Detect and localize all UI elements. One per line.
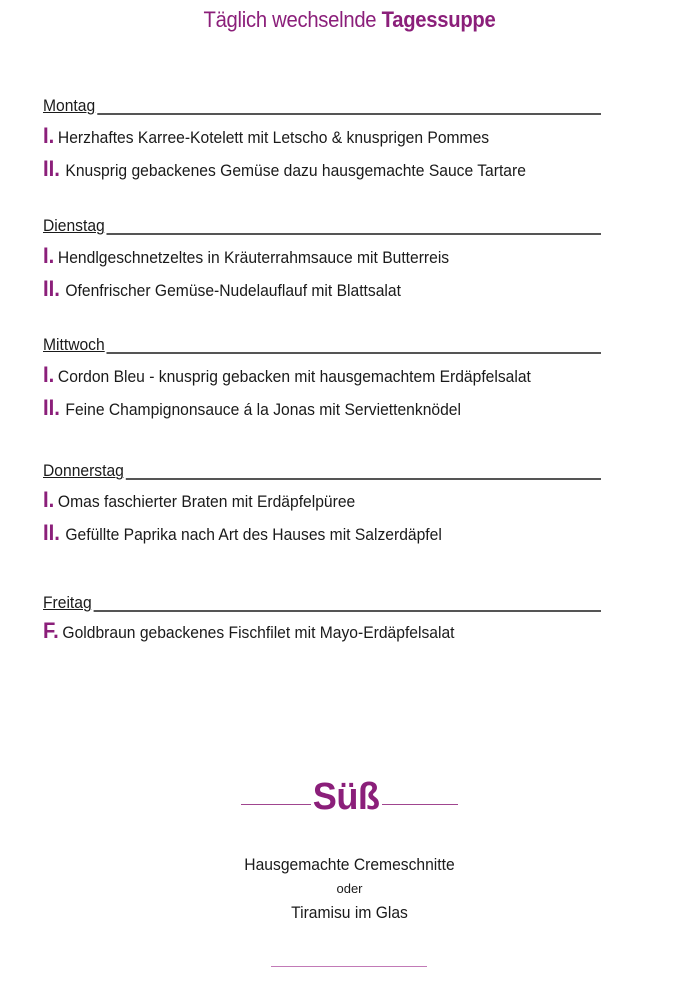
- item-marker: II.: [43, 395, 60, 420]
- menu-item: [43, 516, 556, 549]
- decorative-underline: [382, 804, 458, 805]
- day-header-rule: [43, 590, 601, 612]
- dessert-heading: [0, 776, 699, 819]
- dessert-separator: oder: [336, 881, 363, 896]
- day-header-rule: [43, 93, 601, 115]
- title-bold: Tagessuppe: [381, 7, 496, 32]
- menu-item: [43, 152, 556, 185]
- day-section-dienstag: [43, 213, 601, 305]
- day-section-donnerstag: [43, 458, 601, 549]
- menu-item: [43, 483, 556, 516]
- item-text: Feine Champignonsauce á la Jonas mit Serviettenknödel: [65, 400, 461, 419]
- day-name: Freitag: [43, 593, 92, 612]
- item-marker: I.: [43, 123, 55, 148]
- day-section-montag: [43, 93, 601, 185]
- item-text: Goldbraun gebackenes Fischfilet mit Mayo-Erdäpfelsalat: [62, 623, 455, 642]
- day-section-mittwoch: [43, 332, 601, 424]
- item-text: Omas faschierter Braten mit Erdäpfelpüree: [57, 492, 356, 511]
- item-text: Knusprig gebackenes Gemüse dazu hausgemachte Sauce Tartare: [65, 161, 526, 180]
- item-marker: I.: [43, 487, 55, 512]
- menu-item: [43, 358, 556, 391]
- bottom-divider: [271, 966, 427, 967]
- day-name: Dienstag: [43, 216, 105, 235]
- menu-item: [43, 391, 556, 424]
- menu-item: [43, 239, 556, 272]
- item-text: Cordon Bleu - knusprig gebacken mit hausgemachtem Erdäpfelsalat: [57, 367, 531, 386]
- dessert-option-1: Hausgemachte Cremeschnitte: [244, 855, 455, 874]
- page-title: [28, 7, 671, 33]
- day-section-freitag: [43, 590, 601, 647]
- item-marker: I.: [43, 362, 55, 387]
- item-marker: F.: [43, 618, 59, 643]
- item-marker: II.: [43, 276, 60, 301]
- item-marker: II.: [43, 156, 60, 181]
- item-text: Ofenfrischer Gemüse-Nudelauflauf mit Blattsalat: [65, 281, 401, 300]
- item-text: Herzhaftes Karree-Kotelett mit Letscho & knusprigen Pommes: [57, 128, 490, 147]
- day-name: Mittwoch: [43, 335, 105, 354]
- day-header-rule: [43, 332, 601, 354]
- decorative-underline: [241, 804, 311, 805]
- dessert-option-2: Tiramisu im Glas: [291, 903, 408, 922]
- menu-item: [43, 119, 556, 152]
- title-regular: Täglich wechselnde: [203, 7, 382, 32]
- day-name: Donnerstag: [43, 461, 124, 480]
- menu-item: [43, 614, 556, 647]
- item-text: Gefüllte Paprika nach Art des Hauses mit Salzerdäpfel: [65, 525, 442, 544]
- item-marker: I.: [43, 243, 55, 268]
- dessert-title: Süß: [313, 776, 380, 818]
- menu-item: [43, 272, 556, 305]
- item-text: Hendlgeschnetzeltes in Kräuterrahmsauce mit Butterreis: [57, 248, 450, 267]
- day-header-rule: [43, 458, 601, 480]
- item-marker: II.: [43, 520, 60, 545]
- day-header-rule: [43, 213, 601, 235]
- day-name: Montag: [43, 96, 96, 115]
